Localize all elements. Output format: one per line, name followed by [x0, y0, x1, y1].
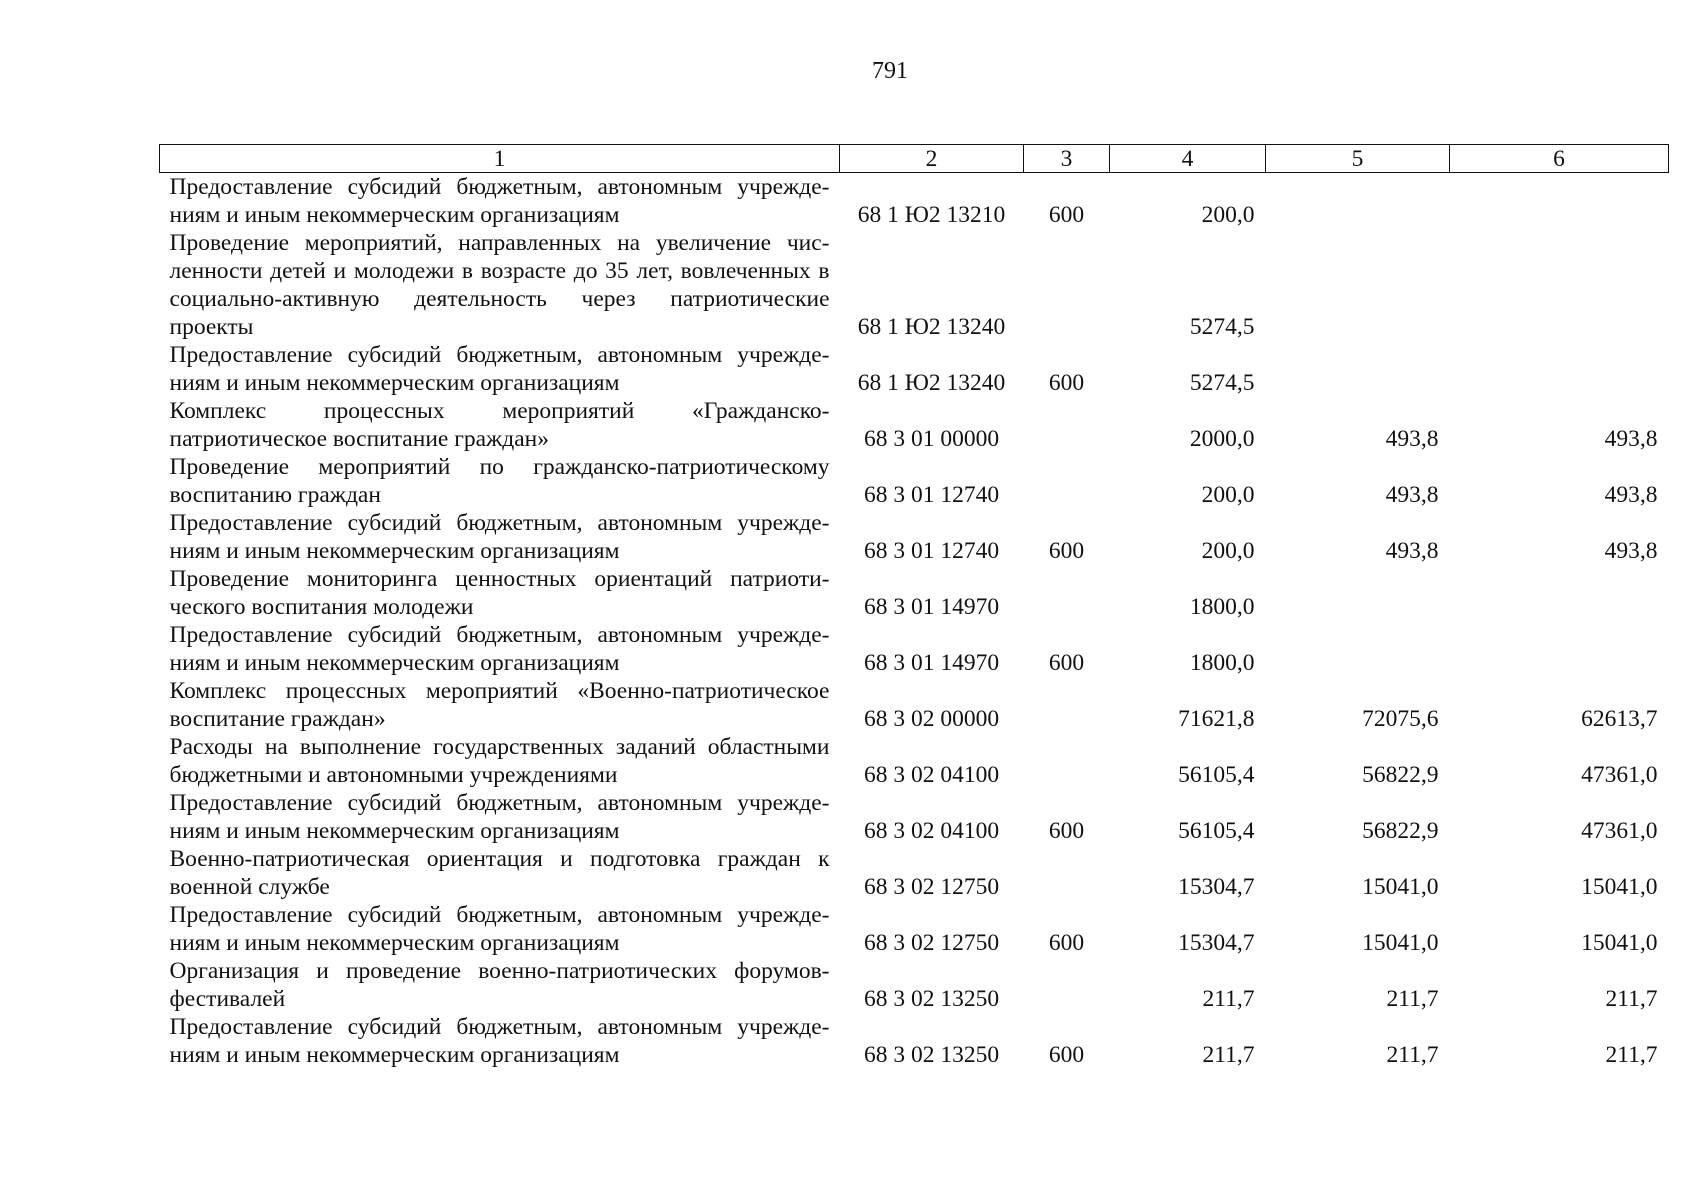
row-value-col5: 493,8 [1385, 482, 1439, 508]
row-expense-type: 600 [1048, 930, 1085, 956]
row-value-col4: 200,0 [1201, 482, 1255, 508]
row-value-col6 [1450, 565, 1669, 621]
table-row [160, 565, 1669, 621]
table-header [160, 145, 1669, 173]
row-value-col6: 47361,0 [1581, 818, 1658, 844]
page-number: 791 [872, 58, 908, 84]
row-value-col5: 493,8 [1385, 538, 1439, 564]
table-row [160, 789, 1669, 845]
row-name: Проведение мониторинга ценностных ориентаций патриоти-ческого воспитания молодежи [169, 566, 830, 620]
table-row [160, 1013, 1669, 1069]
row-value-col4: 71621,8 [1178, 706, 1255, 732]
row-value-col5: 15041,0 [1362, 930, 1439, 956]
table-body [160, 173, 1669, 1070]
column-header-3: 3 [1024, 145, 1110, 173]
column-number-row [160, 145, 1669, 173]
row-code: 68 1 Ю2 13240 [857, 314, 1006, 340]
row-name: Предоставление субсидий бюджетным, автономным учрежде-ниям и иным некоммерческим организациям [169, 174, 830, 228]
row-code: 68 3 02 13250 [863, 986, 1000, 1012]
row-value-col4: 5274,5 [1189, 314, 1255, 340]
row-expense-type [1024, 453, 1110, 509]
row-value-col4: 1800,0 [1189, 650, 1255, 676]
row-expense-type [1024, 845, 1110, 901]
row-expense-type: 600 [1048, 538, 1085, 564]
row-name: Предоставление субсидий бюджетным, автономным учрежде-ниям и иным некоммерческим организациям [169, 902, 830, 956]
column-header-4: 4 [1110, 145, 1266, 173]
budget-table [159, 144, 1669, 1069]
row-code: 68 3 02 04100 [863, 762, 1000, 788]
row-value-col5: 15041,0 [1362, 874, 1439, 900]
row-expense-type: 600 [1048, 1042, 1085, 1068]
row-value-col5: 56822,9 [1362, 818, 1439, 844]
row-value-col4: 1800,0 [1189, 594, 1255, 620]
row-value-col4: 211,7 [1202, 1042, 1255, 1068]
row-value-col4: 211,7 [1202, 986, 1255, 1012]
row-value-col4: 15304,7 [1178, 930, 1255, 956]
row-name: Военно-патриотическая ориентация и подготовка граждан к военной службе [169, 846, 830, 900]
table-row [160, 677, 1669, 733]
row-value-col4: 200,0 [1201, 202, 1255, 228]
row-code: 68 3 02 13250 [863, 1042, 1000, 1068]
row-value-col5: 211,7 [1386, 1042, 1439, 1068]
row-name: Предоставление субсидий бюджетным, автономным учрежде-ниям и иным некоммерческим организациям [169, 510, 830, 564]
row-expense-type: 600 [1048, 818, 1085, 844]
row-name: Проведение мероприятий, направленных на увеличение чис-ленности детей и молодежи в возрасте до 35 лет, вовлеченных в социально-активную деятельность через патриотические проекты [169, 230, 830, 340]
table-row [160, 621, 1669, 677]
row-name: Предоставление субсидий бюджетным, автономным учрежде-ниям и иным некоммерческим организациям [169, 622, 830, 676]
row-code: 68 3 02 12750 [863, 930, 1000, 956]
row-code: 68 1 Ю2 13210 [857, 202, 1006, 228]
row-value-col6: 493,8 [1604, 426, 1658, 452]
row-value-col5 [1266, 621, 1450, 677]
row-name: Предоставление субсидий бюджетным, автономным учрежде-ниям и иным некоммерческим организациям [169, 790, 830, 844]
row-value-col4: 15304,7 [1178, 874, 1255, 900]
row-value-col5 [1266, 565, 1450, 621]
row-value-col4: 2000,0 [1189, 426, 1255, 452]
row-value-col6: 15041,0 [1581, 930, 1658, 956]
table-row [160, 173, 1669, 230]
row-value-col6 [1450, 229, 1669, 341]
column-header-1: 1 [160, 145, 840, 173]
table-row [160, 229, 1669, 341]
row-expense-type [1024, 677, 1110, 733]
row-value-col6 [1450, 341, 1669, 397]
table-row [160, 957, 1669, 1013]
column-header-5: 5 [1266, 145, 1450, 173]
row-name: Организация и проведение военно-патриотических форумов-фестивалей [169, 958, 830, 1012]
table-row [160, 845, 1669, 901]
table-row [160, 509, 1669, 565]
row-code: 68 3 01 14970 [863, 650, 1000, 676]
row-value-col4: 200,0 [1201, 538, 1255, 564]
row-expense-type [1024, 229, 1110, 341]
row-value-col5 [1266, 173, 1450, 230]
row-value-col6 [1450, 621, 1669, 677]
row-value-col4: 56105,4 [1178, 818, 1255, 844]
table-row [160, 341, 1669, 397]
row-value-col6: 211,7 [1605, 1042, 1658, 1068]
row-value-col6: 493,8 [1604, 538, 1658, 564]
row-code: 68 3 02 00000 [863, 706, 1000, 732]
row-expense-type [1024, 397, 1110, 453]
column-header-6: 6 [1450, 145, 1669, 173]
row-code: 68 3 01 00000 [863, 426, 1000, 452]
row-value-col6: 15041,0 [1581, 874, 1658, 900]
row-name: Комплекс процессных мероприятий «Гражданско-патриотическое воспитание граждан» [169, 398, 830, 452]
table-row [160, 901, 1669, 957]
row-value-col6: 62613,7 [1581, 706, 1658, 732]
row-expense-type: 600 [1048, 202, 1085, 228]
row-value-col6: 47361,0 [1581, 762, 1658, 788]
row-value-col5: 211,7 [1386, 986, 1439, 1012]
row-code: 68 3 01 14970 [863, 594, 1000, 620]
row-name: Проведение мероприятий по гражданско-патриотическому воспитанию граждан [169, 454, 830, 508]
row-name: Расходы на выполнение государственных заданий областными бюджетными и автономными учреждениями [169, 734, 830, 788]
row-name: Предоставление субсидий бюджетным, автономным учрежде-ниям и иным некоммерческим организациям [169, 1014, 830, 1068]
row-value-col6 [1450, 173, 1669, 230]
row-value-col5: 72075,6 [1362, 706, 1439, 732]
row-value-col5 [1266, 229, 1450, 341]
column-header-2: 2 [840, 145, 1024, 173]
row-name: Комплекс процессных мероприятий «Военно-патриотическое воспитание граждан» [169, 678, 830, 732]
row-name: Предоставление субсидий бюджетным, автономным учрежде-ниям и иным некоммерческим организациям [169, 342, 830, 396]
row-expense-type [1024, 565, 1110, 621]
table-row [160, 733, 1669, 789]
row-expense-type: 600 [1048, 370, 1085, 396]
row-value-col5: 56822,9 [1362, 762, 1439, 788]
row-code: 68 3 02 12750 [863, 874, 1000, 900]
row-value-col4: 5274,5 [1189, 370, 1255, 396]
row-value-col6: 211,7 [1605, 986, 1658, 1012]
row-code: 68 3 02 04100 [863, 818, 1000, 844]
row-code: 68 3 01 12740 [863, 482, 1000, 508]
row-expense-type [1024, 957, 1110, 1013]
row-expense-type: 600 [1048, 650, 1085, 676]
row-value-col6: 493,8 [1604, 482, 1658, 508]
row-value-col5 [1266, 341, 1450, 397]
row-code: 68 1 Ю2 13240 [857, 370, 1006, 396]
table-row [160, 453, 1669, 509]
row-code: 68 3 01 12740 [863, 538, 1000, 564]
table-row [160, 397, 1669, 453]
row-value-col5: 493,8 [1385, 426, 1439, 452]
row-value-col4: 56105,4 [1178, 762, 1255, 788]
row-expense-type [1024, 733, 1110, 789]
